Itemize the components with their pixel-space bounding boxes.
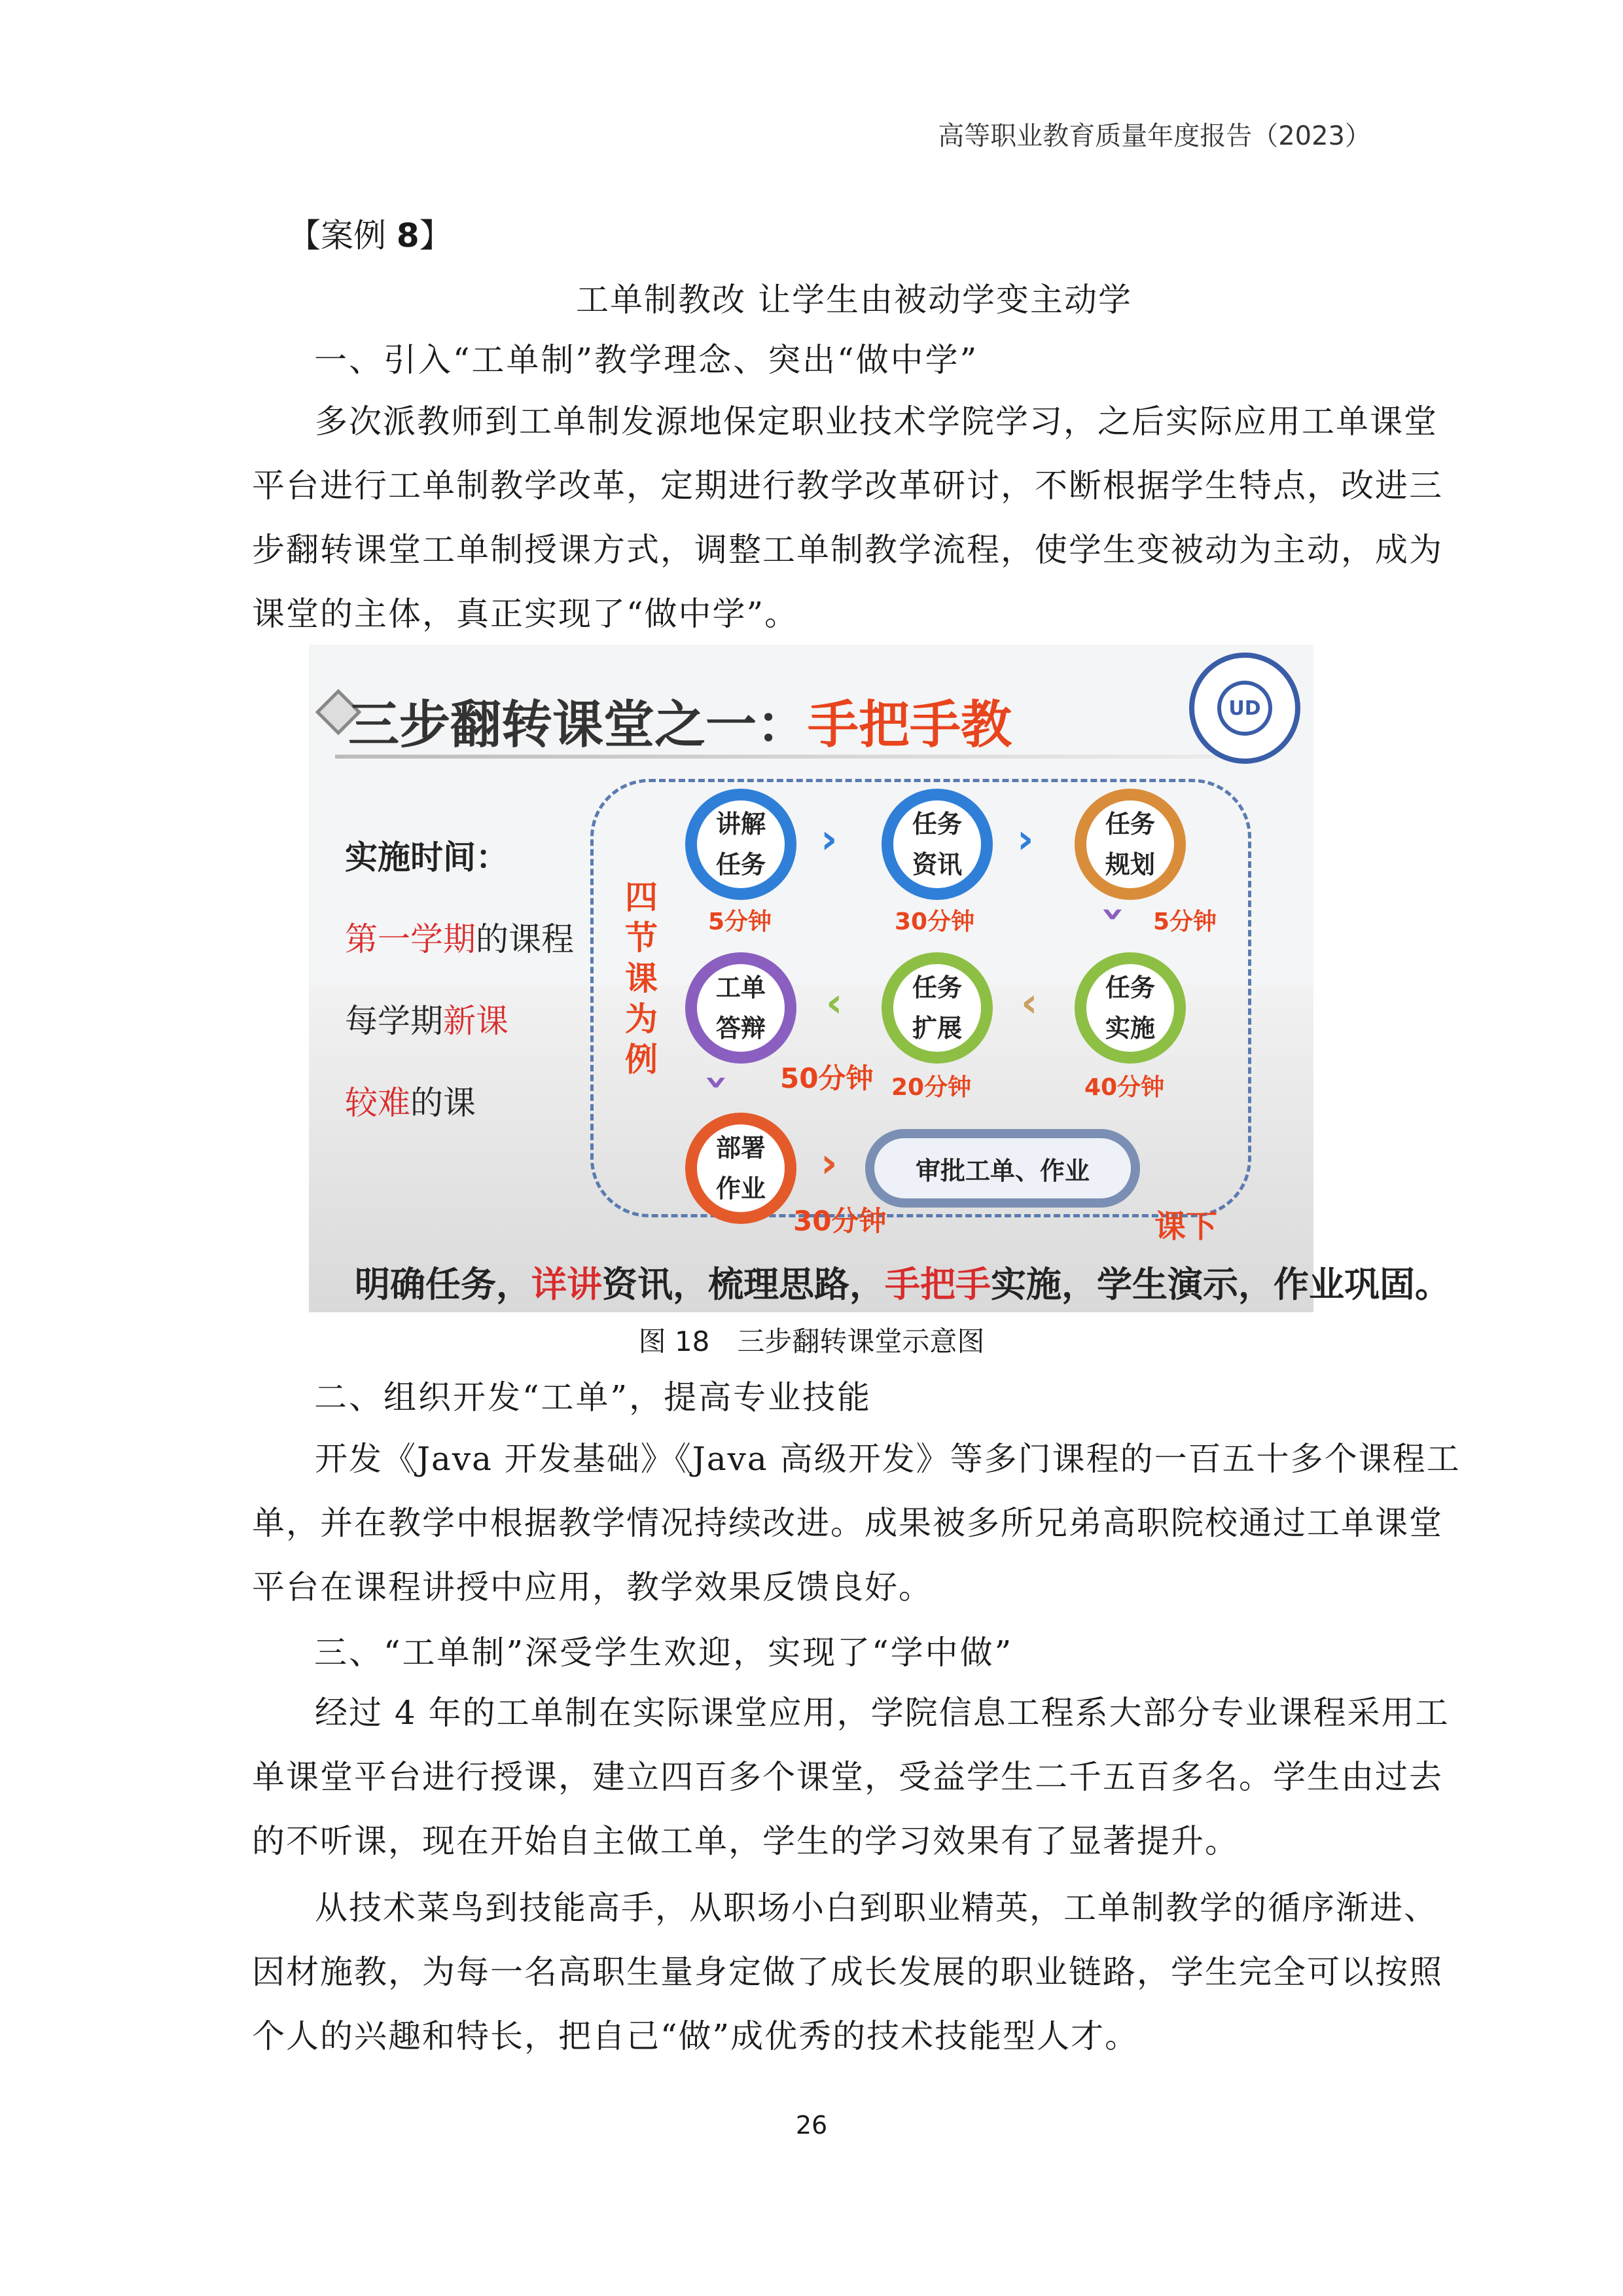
step-circle: [882, 789, 993, 900]
step-line: 任务: [912, 810, 962, 838]
step-line: 扩展: [912, 1014, 962, 1043]
vertical-char: 为: [625, 1000, 658, 1038]
step-line: 资讯: [912, 850, 962, 879]
step-line: 部署: [715, 1134, 766, 1162]
college-logo: [1189, 653, 1300, 764]
chevron-right-icon: ›: [821, 815, 838, 863]
after-class-label: 课下: [1154, 1208, 1218, 1245]
section1-paragraph: [252, 389, 1443, 646]
schedule-item-hard-course: [345, 1077, 476, 1124]
step-circle: [685, 789, 796, 900]
vertical-char: 节: [625, 919, 658, 957]
step-minutes: 30分钟: [793, 1205, 887, 1237]
vertical-char: 四: [625, 878, 658, 916]
schedule-item-new-course: [345, 995, 508, 1042]
step-line: 任务: [1105, 810, 1155, 838]
case-label-prefix: 【案例: [288, 217, 397, 255]
flipped-classroom-figure: [309, 645, 1450, 1311]
schedule-item-highlight: 较难: [345, 1084, 410, 1122]
chevron-left-icon: ‹: [1021, 978, 1038, 1026]
step-circle: [685, 1113, 796, 1224]
step-minutes: 30分钟: [895, 908, 975, 935]
step-circle: [685, 952, 796, 1064]
step-line: 规划: [1105, 850, 1155, 879]
step-minutes: 5分钟: [1153, 908, 1217, 935]
section3-paragraph: [252, 1681, 1450, 1873]
section3-paragraph-2: [252, 1876, 1443, 2068]
schedule-item-highlight: 新课: [443, 1002, 508, 1040]
figure-title-underline: [335, 755, 1271, 759]
step-minutes: 20分钟: [891, 1074, 972, 1101]
schedule-item-first-term: [345, 913, 574, 960]
section2-paragraph: [252, 1427, 1461, 1619]
vertical-char: 课: [625, 960, 658, 997]
chevron-right-icon: ›: [1017, 815, 1034, 863]
paragraph-line: 平台进行工单制教学改革，定期进行教学改革研讨，不断根据学生特点，改进三: [252, 467, 1443, 505]
case-title: 工单制教改 让学生由被动学变主动学: [576, 281, 1132, 319]
step-line: 任务: [715, 850, 766, 879]
summary-part: 明确任务，: [355, 1264, 531, 1305]
four-lessons-vertical-label: [622, 877, 661, 1080]
figure-summary-line: [355, 1257, 1450, 1307]
section2-heading: 二、组织开发“工单”，提高专业技能: [314, 1378, 872, 1416]
paragraph-line: 平台在课程讲授中应用，教学效果反馈良好。: [252, 1568, 933, 1606]
step-line: 讲解: [715, 810, 766, 838]
paragraph-line: 的不听课，现在开始自主做工单，学生的学习效果有了显著提升。: [252, 1822, 1239, 1860]
schedule-item-highlight: 第一学期: [345, 920, 476, 958]
schedule-item-text: 的课: [410, 1084, 476, 1122]
chevron-right-icon: ›: [821, 1139, 838, 1187]
paragraph-line: 步翻转课堂工单制授课方式，调整工单制教学流程，使学生变被动为主动，成为: [252, 531, 1443, 569]
step-circle: [882, 952, 993, 1064]
figure-title: [348, 684, 1012, 757]
step-circle: [1075, 952, 1186, 1064]
paragraph-line: 单，并在教学中根据教学情况持续改进。成果被多所兄弟高职院校通过工单课堂: [252, 1504, 1443, 1542]
paragraph-line: 课堂的主体，真正实现了“做中学”。: [252, 595, 799, 633]
approve-worksheet-box: 审批工单、作业: [865, 1129, 1140, 1208]
summary-part: 资讯，梳理思路，: [602, 1264, 885, 1305]
step-minutes: 5分钟: [708, 908, 772, 935]
step-line: 任务: [912, 973, 962, 1002]
step-line: 实施: [1105, 1014, 1155, 1043]
chevron-down-icon: ›: [694, 1073, 742, 1091]
paragraph-line: 单课堂平台进行授课，建立四百多个课堂，受益学生二千五百多名。学生由过去: [252, 1758, 1443, 1796]
step-minutes: 40分钟: [1084, 1074, 1165, 1101]
figure-title-main: 三步翻转课堂之一：: [348, 696, 808, 755]
step-minutes: 50分钟: [780, 1062, 874, 1094]
summary-part-highlight: 手把手: [885, 1264, 991, 1305]
case-label: [288, 209, 452, 257]
paragraph-line: 经过 4 年的工单制在实际课堂应用，学院信息工程系大部分专业课程采用工: [315, 1694, 1450, 1732]
section3-heading: 三、“工单制”深受学生欢迎，实现了“学中做”: [314, 1634, 1014, 1672]
schedule-item-text: 每学期: [345, 1002, 443, 1040]
figure-caption: 图 18 三步翻转课堂示意图: [638, 1325, 985, 1357]
college-logo-emblem: UD: [1217, 681, 1272, 736]
paragraph-line: 多次派教师到工单制发源地保定职业技术学院学习，之后实际应用工单课堂: [315, 403, 1438, 440]
step-line: 作业: [715, 1174, 766, 1203]
schedule-item-text: 的课程: [476, 920, 574, 958]
chevron-left-icon: ‹: [826, 978, 843, 1026]
running-header: 高等职业教育质量年度报告（2023）: [938, 121, 1371, 151]
case-label-suffix: 】: [419, 217, 452, 255]
step-line: 任务: [1105, 973, 1155, 1002]
step-line: 答辩: [715, 1014, 766, 1043]
paragraph-line: 因材施教，为每一名高职生量身定做了成长发展的职业链路，学生完全可以按照: [252, 1953, 1443, 1991]
paragraph-line: 从技术菜鸟到技能高手，从职场小白到职业精英，工单制教学的循序渐进、: [315, 1889, 1438, 1927]
summary-part-highlight: 详讲: [531, 1264, 602, 1305]
paragraph-line: 个人的兴趣和特长，把自己“做”成优秀的技术技能型人才。: [252, 2017, 1139, 2055]
figure-title-highlight: 手把手教: [808, 696, 1012, 755]
section1-heading: 一、引入“工单制”教学理念、突出“做中学”: [314, 341, 979, 379]
case-number: 8: [396, 217, 419, 255]
summary-part: 实施，学生演示，作业巩固。: [991, 1264, 1450, 1305]
step-circle: [1075, 789, 1186, 900]
schedule-heading: 实施时间：: [345, 838, 508, 876]
page-number: 26: [795, 2111, 828, 2140]
chevron-down-icon: ›: [1090, 905, 1139, 923]
vertical-char: 例: [625, 1041, 658, 1079]
paragraph-line: 开发《Java 开发基础》《Java 高级开发》等多门课程的一百五十多个课程工: [315, 1440, 1461, 1478]
step-line: 工单: [715, 973, 766, 1002]
